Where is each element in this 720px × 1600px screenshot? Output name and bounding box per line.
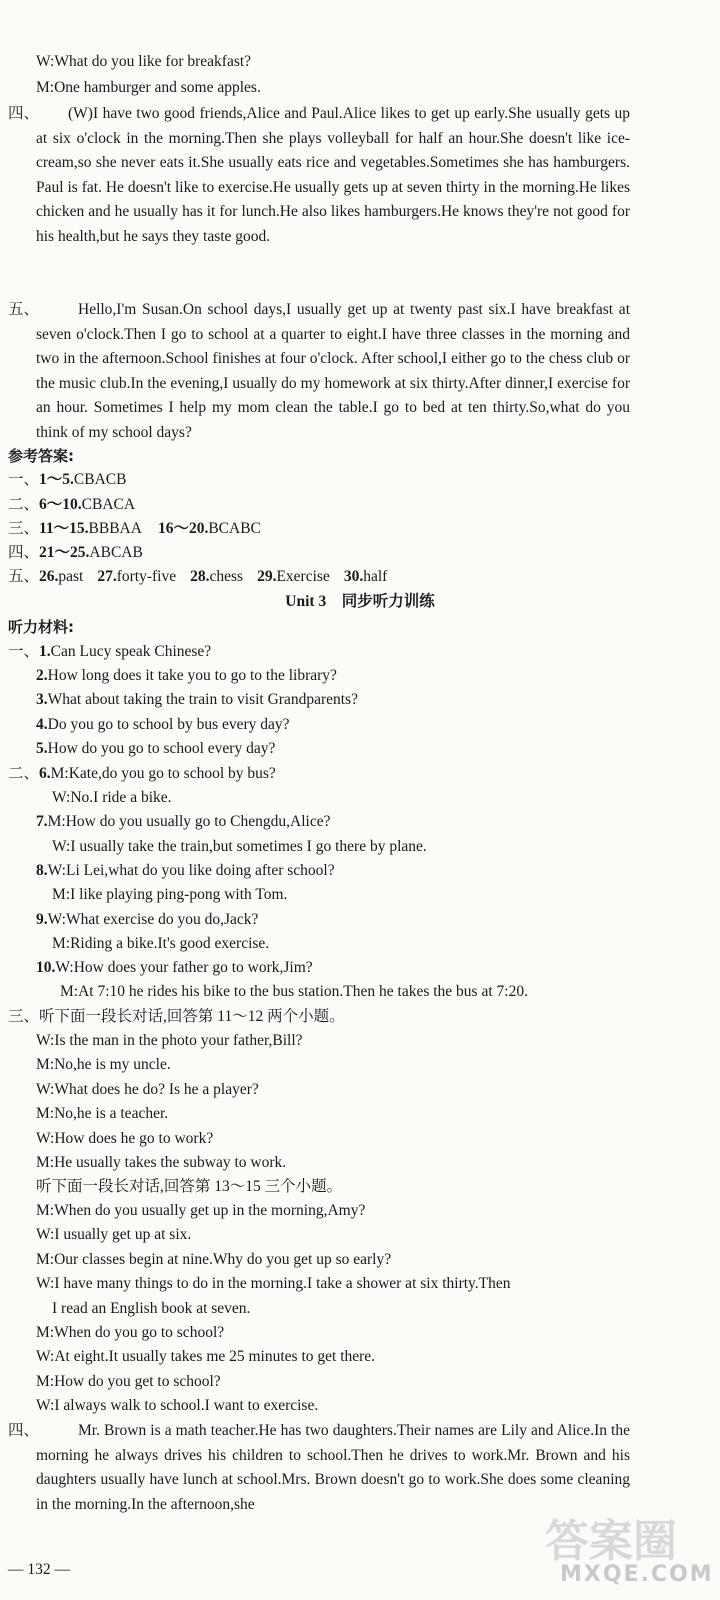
- dialogue-line: M:At 7:10 he rides his bike to the bus station.Then he takes the bus at 7:20.: [60, 983, 528, 1000]
- dialogue-line: M:No,he is a teacher.: [36, 1105, 169, 1123]
- dialogue-line: M:When do you go to school?: [36, 1324, 225, 1341]
- dialogue-line: W:Is the man in the photo your father,Bill?: [36, 1032, 303, 1049]
- question-line: 7.M:How do you usually go to Chengdu,Alice?: [36, 813, 331, 830]
- answer-number: 28.: [190, 568, 210, 585]
- passage-paragraph: Hello,I'm Susan.On school days,I usually get up at twenty past six.I have breakfast at seven o'clock.Then I go to school at a quarter to eight.I have three classes in the morning and two in the afternoon.School finishes at four o'clock. After school,I either go to the chess club or the music club.In the evening,I usually do my homework at six thirty.After dinner,I exercise for an hour. Sometimes I help my mom clean the table.I go to bed at ten thirty.So,what do you think of my school days?: [36, 301, 630, 441]
- answer-number: 30.: [343, 568, 364, 585]
- passage-paragraph: Mr. Brown is a math teacher.He has two daughters.Their names are Lily and Alice.In the morning he always drives his children to school.Then he drives to work.Mr. Brown and his daughters usually have lunch at school.Mrs. Brown doesn't go to work.She does some cleaning in the morning.In the afternoon,she: [36, 1422, 630, 1513]
- answer-value: past: [58, 568, 84, 585]
- answer-item: [190, 568, 243, 585]
- dialogue-line: W:What do you like for breakfast?: [36, 53, 252, 70]
- dialogue-line: W:I have many things to do in the morning.I take a shower at six thirty.Then: [36, 1275, 511, 1293]
- answers-heading: 参考答案:: [8, 447, 74, 465]
- dialogue-line: W:I always walk to school.I want to exercise.: [36, 1397, 319, 1415]
- answer-number: 27.: [97, 568, 117, 585]
- question-line: 3.What about taking the train to visit Grandparents?: [36, 691, 358, 708]
- listening-heading: 听力材料:: [8, 618, 74, 636]
- dialogue-line: M:He usually takes the subway to work.: [36, 1154, 287, 1171]
- dialogue-line: M:One hamburger and some apples.: [36, 79, 261, 96]
- watermark-url: MXQE.COM: [560, 1562, 714, 1587]
- answer-value: half: [363, 568, 388, 585]
- dialogue-line: W:I usually take the train,but sometimes I go there by plane.: [52, 838, 427, 855]
- question-line: 2.How long does it take you to go to the library?: [36, 667, 337, 684]
- instruction-line: 三、听下面一段长对话,回答第 11～12 两个小题。: [8, 1008, 345, 1025]
- answer-number: 26.: [39, 568, 59, 585]
- question-line: 二、6.M:Kate,do you go to school by bus?: [8, 765, 276, 782]
- dialogue-line: W:No.I ride a bike.: [52, 789, 172, 806]
- unit-title: Unit 3 同步听力训练: [285, 593, 435, 610]
- question-line: 8.W:Li Lei,what do you like doing after school?: [36, 862, 335, 879]
- answer-item: [39, 568, 83, 585]
- page-number: — 132 —: [8, 1561, 70, 1578]
- answer-item: [344, 568, 387, 585]
- dialogue-line: W:What does he do? Is he a player?: [36, 1080, 259, 1098]
- dialogue-line: M:How do you get to school?: [36, 1372, 221, 1390]
- answer-item: [97, 568, 176, 585]
- dialogue-line: W:At eight.It usually takes me 25 minutes to get there.: [36, 1348, 376, 1366]
- question-line: 9.W:What exercise do you do,Jack?: [36, 911, 259, 928]
- dialogue-line: M:Riding a bike.It's good exercise.: [52, 935, 270, 952]
- answer-item: [257, 568, 330, 585]
- dialogue-line: M:No,he is my uncle.: [36, 1056, 171, 1074]
- section-marker: 四、: [8, 1422, 40, 1439]
- section-marker: 五、: [8, 301, 40, 318]
- question-line: 4.Do you go to school by bus every day?: [36, 716, 290, 733]
- instruction-line: 听下面一段长对话,回答第 13～15 三个小题。: [36, 1178, 343, 1195]
- answer-line: 一、1～5.CBACB: [8, 471, 127, 488]
- question-line: 一、1.Can Lucy speak Chinese?: [8, 643, 212, 660]
- question-line: 5.How do you go to school every day?: [36, 740, 276, 757]
- dialogue-line: I read an English book at seven.: [52, 1300, 251, 1317]
- dialogue-line: M:Our classes begin at nine.Why do you get up so early?: [36, 1250, 392, 1268]
- answer-line: 四、21～25.ABCAB: [8, 544, 143, 561]
- dialogue-line: M:I like playing ping-pong with Tom.: [52, 886, 288, 903]
- section-marker: 四、: [8, 105, 40, 122]
- answer-value: chess: [209, 568, 244, 585]
- answer-number: 29.: [257, 568, 277, 585]
- question-line: 10.W:How does your father go to work,Jim?: [36, 959, 313, 976]
- answer-line: 二、6～10.CBACA: [8, 496, 136, 513]
- dialogue-line: M:When do you usually get up in the morning,Amy?: [36, 1202, 366, 1219]
- answer-value: Exercise: [276, 568, 330, 585]
- answer-line: 五、26.past 27.forty-five 28.chess 29.Exercise 30.half: [8, 568, 388, 585]
- dialogue-line: W:How does he go to work?: [36, 1129, 214, 1147]
- dialogue-line: W:I usually get up at six.: [36, 1226, 192, 1244]
- answer-line: 三、11～15.BBBAA 16～20.BCABC: [8, 520, 261, 537]
- passage-paragraph: (W)I have two good friends,Alice and Paul.Alice likes to get up early.She usually gets up at six o'clock in the morning.Then she plays volleyball for half an hour.She doesn't like ice-cream,so she never eats it.She usually eats rice and vegetables.Sometimes she has hamburgers. Paul is fat. He doesn't like to exercise.He usually gets up at seven thirty in the morning.He likes chicken and he usually has it for lunch.He also likes hamburgers.He knows they're not good for his health,but he says they taste good.: [36, 105, 630, 245]
- watermark-logo: 答案圈: [545, 1516, 677, 1567]
- answer-value: forty-five: [116, 568, 177, 585]
